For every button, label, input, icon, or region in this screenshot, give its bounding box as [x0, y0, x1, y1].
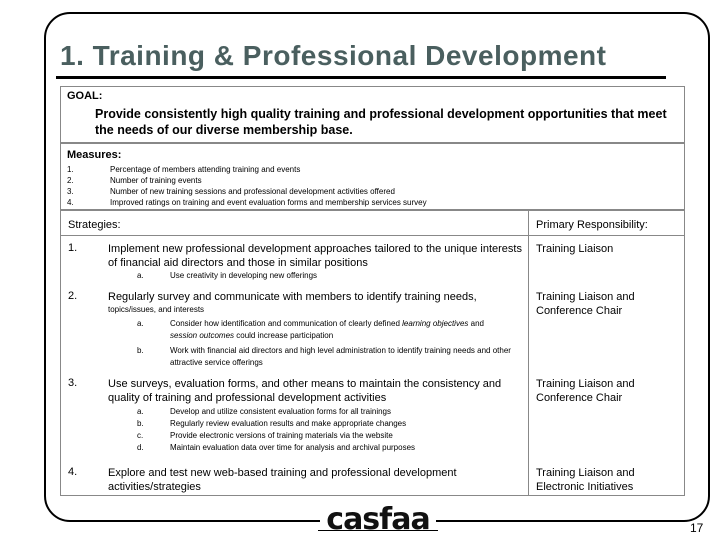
- casfaa-logo: [318, 501, 438, 531]
- sub-item-letter: a.: [137, 407, 144, 416]
- column-divider: [528, 210, 529, 496]
- sub-item-text: Consider how identification and communication of clearly defined learning objectives and session outcomes could increase participation: [170, 319, 484, 340]
- sub-item-letter: a.: [137, 319, 144, 328]
- page-title: 1. Training & Professional Development: [60, 40, 607, 71]
- sub-item-text: Provide electronic versions of training materials via the website: [170, 431, 393, 440]
- sub-item-text: Maintain evaluation data over time for analysis and archival purposes: [170, 443, 416, 452]
- strategy-responsibility: Training Liaison and Conference Chair: [536, 378, 635, 404]
- strategy-responsibility: Training Liaison and Conference Chair: [536, 291, 635, 317]
- strategies-header: Strategies:: [68, 219, 121, 231]
- strategy-number: 1.: [68, 242, 78, 254]
- goal-label: GOAL:: [67, 90, 103, 102]
- sub-item-text: Regularly review evaluation results and make appropriate changes: [170, 419, 407, 428]
- strategy-number: 4.: [68, 466, 78, 478]
- measure-item: 4. Improved ratings on training and event evaluation forms and membership services survey: [67, 198, 427, 207]
- sub-item-letter: b.: [137, 346, 144, 355]
- strategy-text: Regularly survey and communicate with members to identify training needs,: [108, 291, 477, 303]
- measures-box: [60, 143, 685, 210]
- logo-text: casfaa: [326, 502, 430, 531]
- sub-item-letter: b.: [137, 419, 144, 428]
- measures-label: Measures:: [67, 149, 122, 161]
- sub-item-letter: d.: [137, 443, 144, 452]
- strategy-text: Use surveys, evaluation forms, and other means to maintain the consistency and quality of training and professional development activities: [108, 378, 502, 404]
- sub-item-text: Develop and utilize consistent evaluation forms for all trainings: [170, 407, 392, 416]
- measure-item: 1. Percentage of members attending training and events: [67, 165, 301, 174]
- responsibility-header: Primary Responsibility:: [536, 219, 648, 231]
- goal-text: Provide consistently high quality training and professional development opportunities that meet the needs of our diverse membership base.: [95, 107, 667, 137]
- measure-item: 3. Number of new training sessions and professional development activities offered: [67, 187, 395, 196]
- strategy-text: Explore and test new web-based training and professional development activities/strategies: [108, 467, 457, 493]
- strategy-number: 3.: [68, 377, 78, 389]
- sub-item-letter: a.: [137, 271, 144, 280]
- strategy-text-continued: topics/issues, and interests: [108, 305, 205, 314]
- strategy-text: Implement new professional development approaches tailored to the unique interests of financial aid directors and those in similar positions: [108, 243, 522, 269]
- sub-item-text: Use creativity in developing new offerings: [170, 271, 318, 280]
- goal-box: [60, 86, 685, 143]
- page-number: 17: [690, 521, 704, 535]
- sub-item-letter: c.: [137, 431, 144, 440]
- strategy-responsibility: Training Liaison and Electronic Initiatives: [536, 467, 635, 493]
- title-underline: [56, 76, 666, 79]
- strategy-responsibility: Training Liaison: [536, 243, 614, 255]
- header-divider: [60, 235, 685, 236]
- strategy-number: 2.: [68, 290, 78, 302]
- measure-item: 2. Number of training events: [67, 176, 202, 185]
- sub-item-text: Work with financial aid directors and high level administration to identify training needs and other attractive service offerings: [170, 346, 511, 367]
